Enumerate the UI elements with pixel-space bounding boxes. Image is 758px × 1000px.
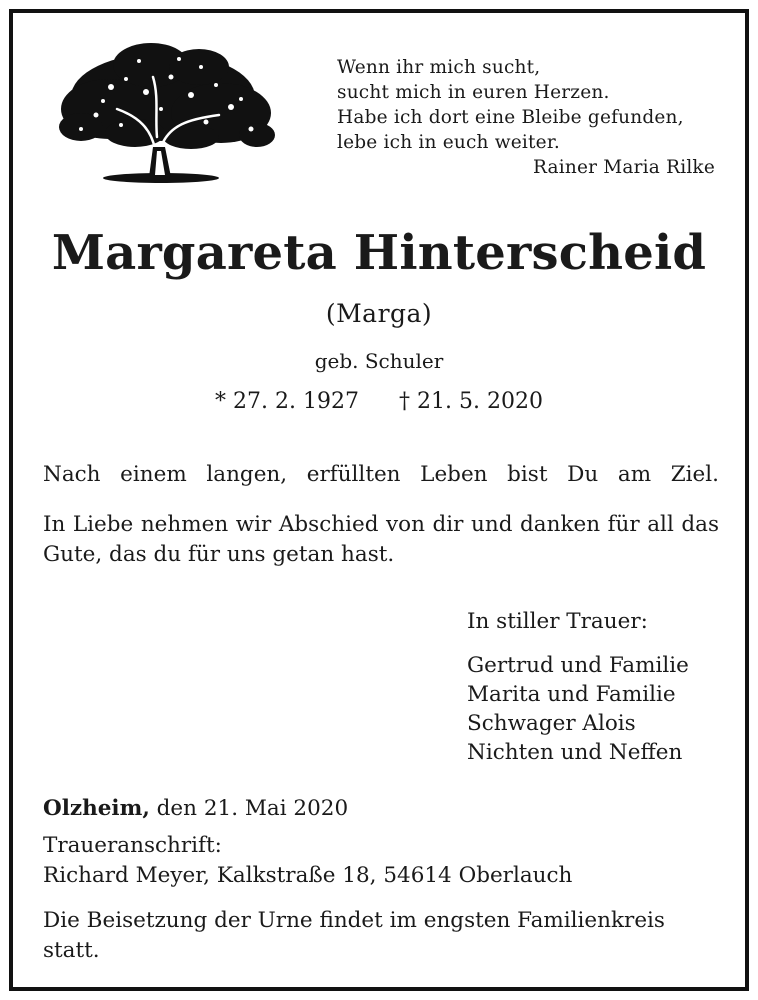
place-name: Olzheim, [43, 796, 150, 821]
mourners-heading: In stiller Trauer: [467, 609, 648, 634]
poem-line: Wenn ihr mich sucht, [337, 57, 541, 78]
deceased-nickname: (Marga) [325, 299, 433, 328]
life-dates [13, 389, 745, 414]
deceased-name: Margareta Hinterscheid [51, 225, 707, 281]
poem-line: Habe ich dort eine Bleibe gefunden, [337, 107, 684, 128]
burial-note: Die Beisetzung der Urne findet im engsten Familienkreis statt. [43, 908, 665, 963]
mourner-name: Gertrud und Familie [467, 653, 689, 678]
mourning-address [43, 831, 572, 891]
mourner-name: Marita und Familie [467, 682, 676, 707]
farewell-paragraph-1: Nach einem langen, erfüllten Leben bist Du am Ziel. [43, 462, 719, 487]
farewell-paragraph-2: In Liebe nehmen wir Abschied von dir und danken für all das Gute, das du für uns getan hast. [43, 512, 719, 567]
poem-line: lebe ich in euch weiter. [337, 132, 560, 153]
poem-line: sucht mich in euren Herzen. [337, 82, 610, 103]
obituary-notice [9, 9, 749, 991]
place-date-line [43, 796, 348, 821]
poem-author: Rainer Maria Rilke [532, 157, 715, 178]
notice-date: den 21. Mai 2020 [156, 796, 349, 821]
mourner-name: Nichten und Neffen [467, 740, 683, 765]
address-value: Richard Meyer, Kalkstraße 18, 54614 Oberlauch [43, 863, 573, 888]
birth-name: geb. Schuler [314, 349, 444, 373]
poem-quote [337, 55, 717, 180]
address-label: Traueranschrift: [43, 833, 222, 858]
death-date: † 21. 5. 2020 [399, 389, 543, 414]
birth-date: * 27. 2. 1927 [215, 389, 359, 414]
mourner-name: Schwager Alois [467, 711, 636, 736]
tree-icon [51, 37, 277, 187]
mourners-list [467, 607, 727, 767]
